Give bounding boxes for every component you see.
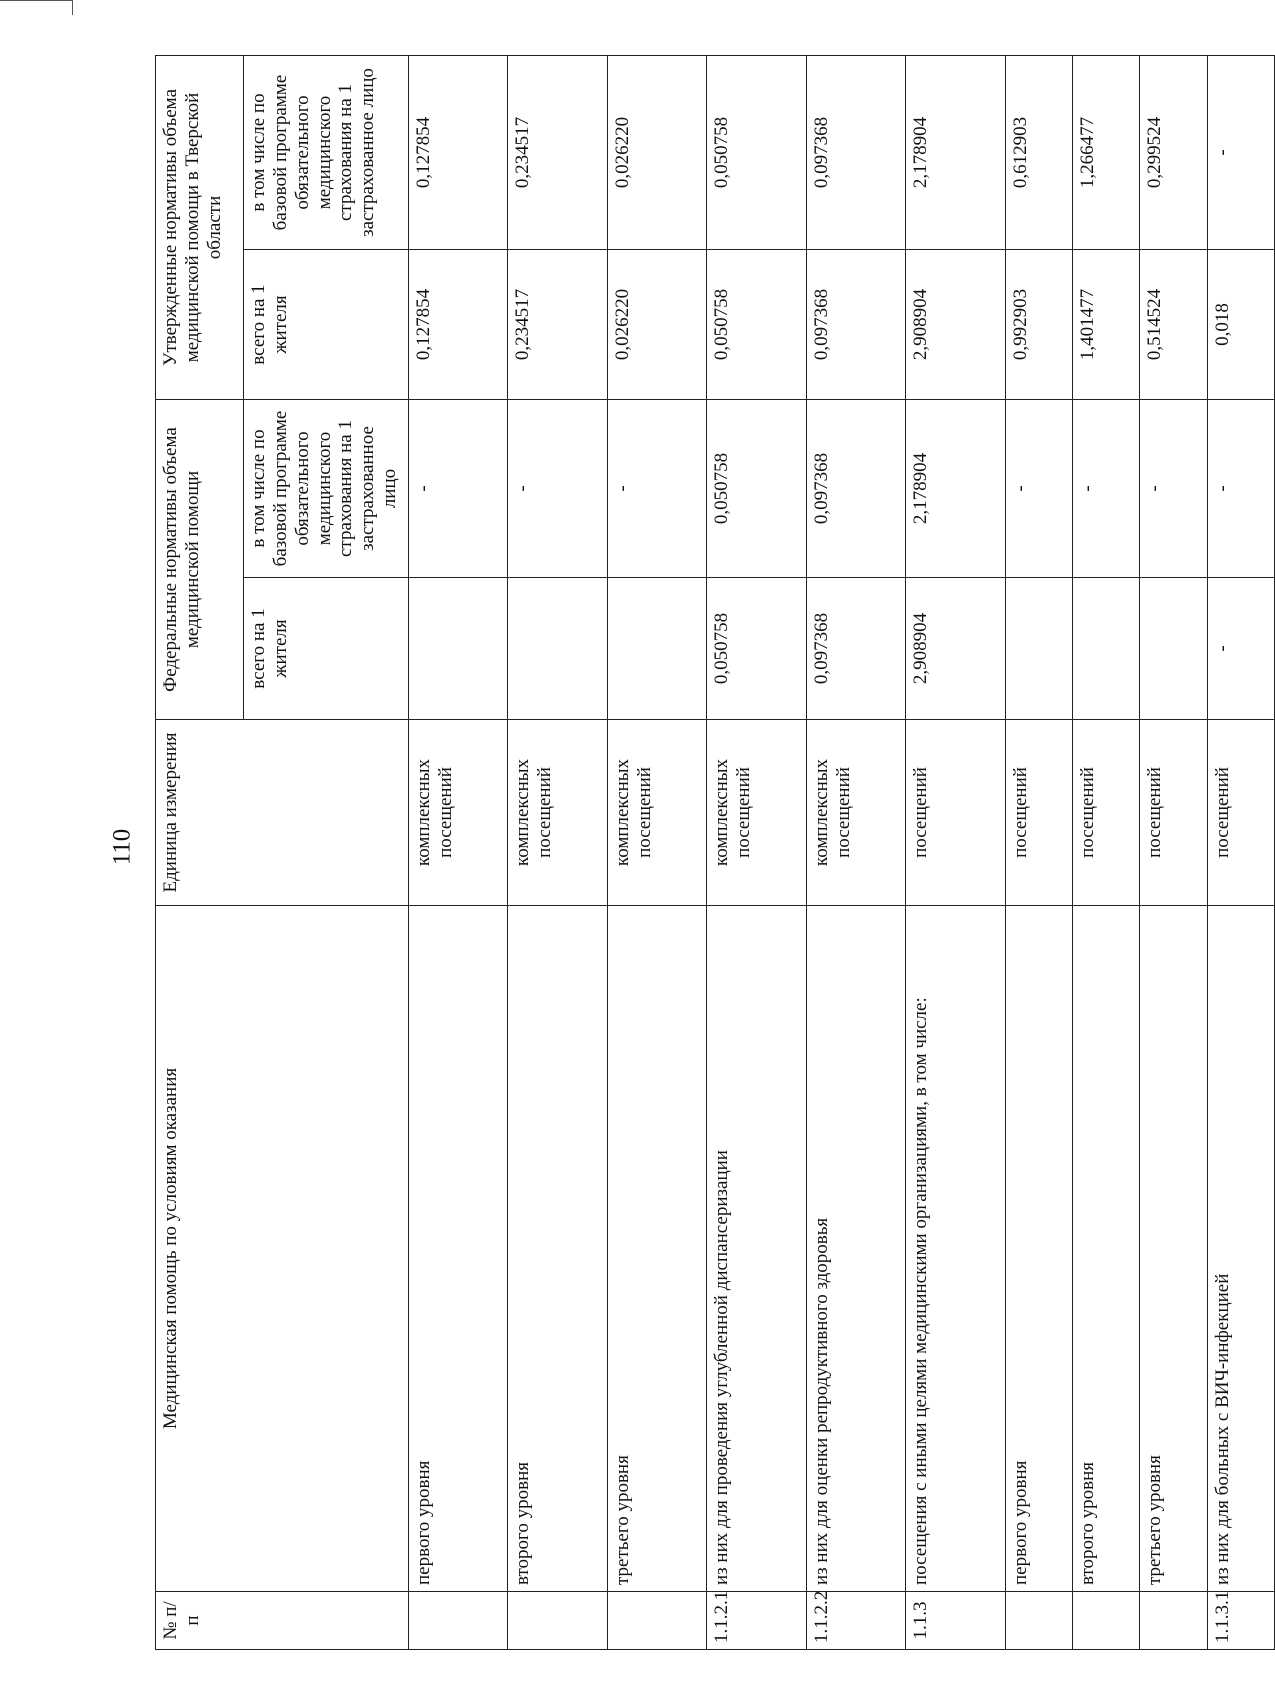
rotated-page xyxy=(155,56,1275,1650)
col-header-regional: Утвержденные нормативы объема медицинской помощи в Тверской области xyxy=(156,55,244,399)
subheader-fed-per-resident: всего на 1 жителя xyxy=(244,578,409,720)
fed-oms-value: - xyxy=(1207,400,1274,578)
fed-oms-value: - xyxy=(1005,400,1072,578)
fed-total-value xyxy=(1140,578,1207,720)
reg-oms-value: - xyxy=(1207,55,1274,249)
row-number xyxy=(1140,1592,1207,1650)
col-header-num: № п/п xyxy=(156,1592,409,1650)
reg-oms-value: 0,050758 xyxy=(707,55,806,249)
reg-total-value: 0,992903 xyxy=(1005,250,1072,400)
reg-total-value: 0,018 xyxy=(1207,250,1274,400)
subheader-reg-per-resident: всего на 1 жителя xyxy=(244,250,409,400)
fed-total-value xyxy=(508,578,607,720)
col-header-federal: Федеральные нормативы объема медицинской помощи xyxy=(156,400,244,720)
fed-total-value xyxy=(607,578,706,720)
row-unit: комплексных посещений xyxy=(409,720,508,906)
reg-oms-value: 0,234517 xyxy=(508,55,607,249)
table-body xyxy=(409,55,1275,1649)
reg-oms-value: 2,178904 xyxy=(906,55,1005,249)
reg-total-value: 0,514524 xyxy=(1140,250,1207,400)
row-name: второго уровня xyxy=(1072,906,1139,1592)
table-row xyxy=(906,55,1005,1649)
fed-total-value xyxy=(1005,578,1072,720)
row-unit: посещений xyxy=(1005,720,1072,906)
reg-total-value: 0,127854 xyxy=(409,250,508,400)
row-number xyxy=(409,1592,508,1650)
row-name: из них для проведения углубленной диспансеризации xyxy=(707,906,806,1592)
table-row xyxy=(1207,55,1274,1649)
col-header-name: Медицинская помощь по условиям оказания xyxy=(156,906,409,1592)
row-unit: комплексных посещений xyxy=(707,720,806,906)
row-unit: комплексных посещений xyxy=(508,720,607,906)
row-name: третьего уровня xyxy=(1140,906,1207,1592)
subheader-reg-per-insured: в том числе по базовой программе обязательного медицинского страхования на 1 застрахованное лицо xyxy=(244,55,409,249)
row-number: 1.1.2.1 xyxy=(707,1592,806,1650)
reg-oms-value: 0,299524 xyxy=(1140,55,1207,249)
reg-oms-value: 1,266477 xyxy=(1072,55,1139,249)
fed-total-value: 0,097368 xyxy=(806,578,905,720)
row-name: третьего уровня xyxy=(607,906,706,1592)
table-row xyxy=(1072,55,1139,1649)
row-number: 1.1.3.1 xyxy=(1207,1592,1274,1650)
row-name: первого уровня xyxy=(1005,906,1072,1592)
table-row xyxy=(707,55,806,1649)
row-name: второго уровня xyxy=(508,906,607,1592)
reg-total-value: 0,050758 xyxy=(707,250,806,400)
reg-oms-value: 0,612903 xyxy=(1005,55,1072,249)
fed-total-value xyxy=(1072,578,1139,720)
row-unit: посещений xyxy=(1072,720,1139,906)
row-name: из них для оценки репродуктивного здоровья xyxy=(806,906,905,1592)
row-unit: комплексных посещений xyxy=(806,720,905,906)
row-number: 1.1.2.2 xyxy=(806,1592,905,1650)
reg-oms-value: 0,127854 xyxy=(409,55,508,249)
table-row xyxy=(409,55,508,1649)
row-number: 1.1.3 xyxy=(906,1592,1005,1650)
table-row xyxy=(508,55,607,1649)
table-row xyxy=(607,55,706,1649)
row-name: первого уровня xyxy=(409,906,508,1592)
table-row xyxy=(1140,55,1207,1649)
row-number xyxy=(1072,1592,1139,1650)
row-number xyxy=(607,1592,706,1650)
table-row xyxy=(1005,55,1072,1649)
fed-oms-value: 0,097368 xyxy=(806,400,905,578)
fed-total-value: 0,050758 xyxy=(707,578,806,720)
scan-corner-mark xyxy=(0,0,73,15)
row-name: посещения с иными целями медицинскими организациями, в том числе: xyxy=(906,906,1005,1592)
fed-oms-value: - xyxy=(1072,400,1139,578)
subheader-fed-per-insured: в том числе по базовой программе обязательного медицинского страхования на 1 застрахованное лицо xyxy=(244,400,409,578)
row-unit: посещений xyxy=(906,720,1005,906)
page-number: 110 xyxy=(108,828,136,866)
reg-total-value: 1,401477 xyxy=(1072,250,1139,400)
reg-total-value: 0,097368 xyxy=(806,250,905,400)
reg-oms-value: 0,097368 xyxy=(806,55,905,249)
fed-oms-value: - xyxy=(508,400,607,578)
fed-total-value xyxy=(409,578,508,720)
fed-oms-value: - xyxy=(1140,400,1207,578)
col-header-unit: Единица измерения xyxy=(156,720,409,906)
row-number xyxy=(1005,1592,1072,1650)
fed-oms-value: - xyxy=(607,400,706,578)
row-unit: посещений xyxy=(1207,720,1274,906)
row-name: из них для больных с ВИЧ-инфекцией xyxy=(1207,906,1274,1592)
fed-oms-value: 2,178904 xyxy=(906,400,1005,578)
fed-total-value: 2,908904 xyxy=(906,578,1005,720)
reg-total-value: 0,026220 xyxy=(607,250,706,400)
row-unit: комплексных посещений xyxy=(607,720,706,906)
norms-table xyxy=(155,55,1275,1650)
reg-total-value: 0,234517 xyxy=(508,250,607,400)
fed-oms-value: 0,050758 xyxy=(707,400,806,578)
fed-oms-value: - xyxy=(409,400,508,578)
row-unit: посещений xyxy=(1140,720,1207,906)
table-row xyxy=(806,55,905,1649)
reg-oms-value: 0,026220 xyxy=(607,55,706,249)
reg-total-value: 2,908904 xyxy=(906,250,1005,400)
fed-total-value: - xyxy=(1207,578,1274,720)
row-number xyxy=(508,1592,607,1650)
